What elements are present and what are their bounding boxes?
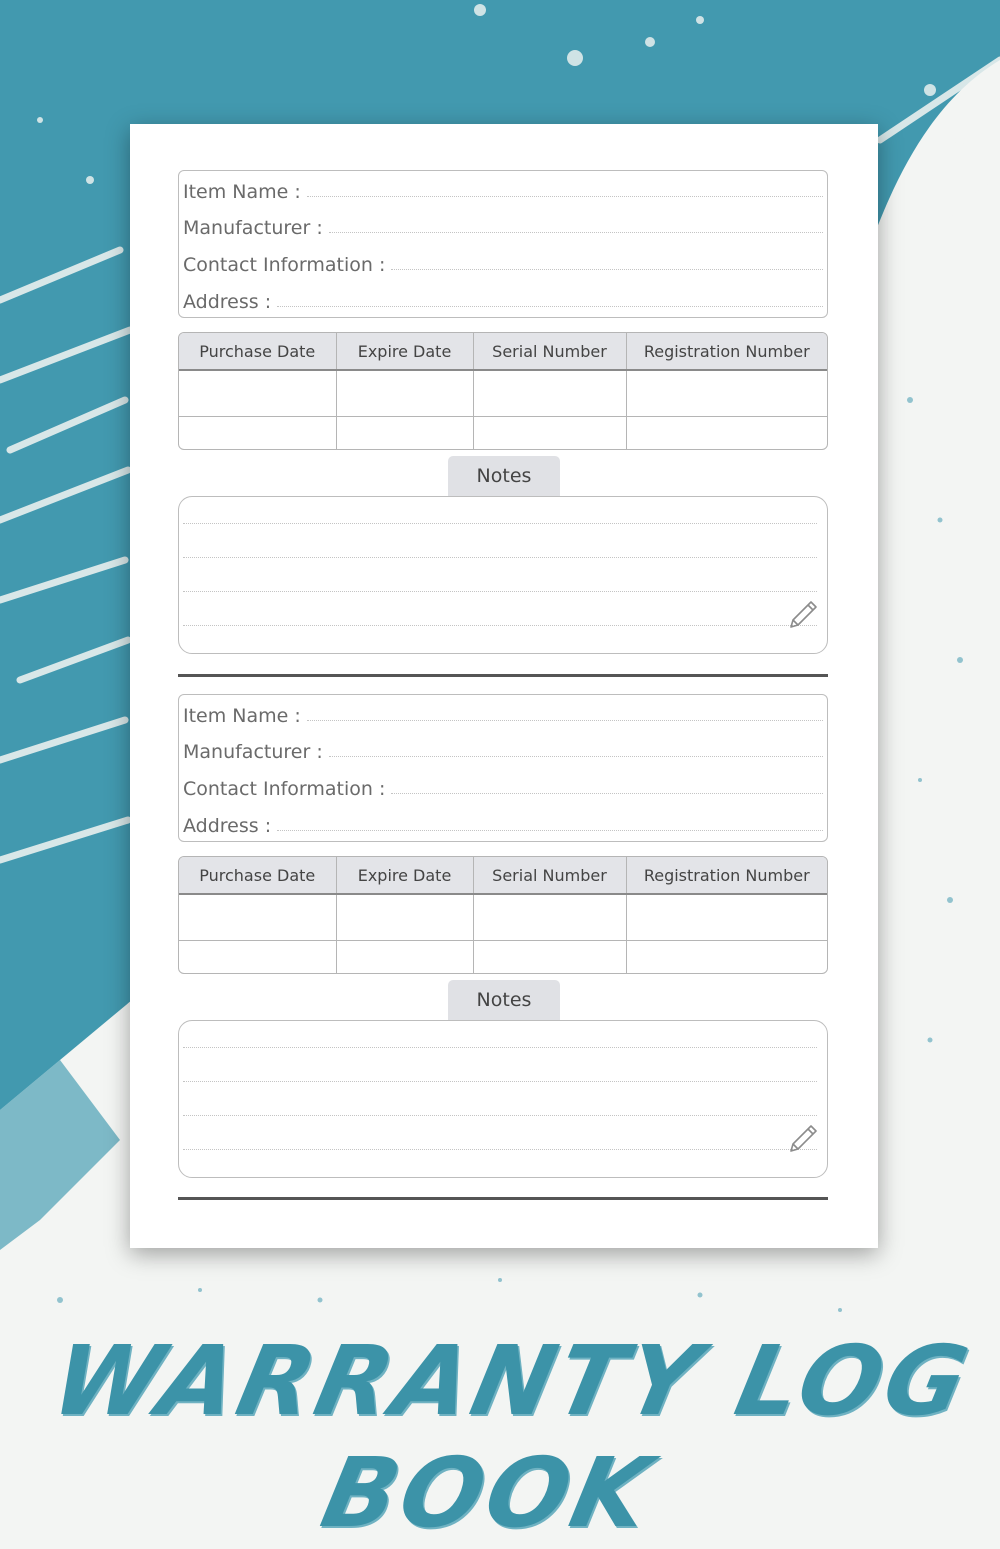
table-cell[interactable] <box>336 894 473 940</box>
address-line[interactable] <box>277 306 823 307</box>
warranty-details-table <box>178 856 828 974</box>
warranty-details-table <box>178 332 828 450</box>
table-cell[interactable] <box>179 940 336 973</box>
item-name-label: Item Name : <box>183 181 301 203</box>
address-label: Address : <box>183 815 272 837</box>
contact-information-line[interactable] <box>391 269 823 270</box>
notes-label: Notes <box>448 980 560 1020</box>
address-label: Address : <box>183 291 272 313</box>
address-row <box>183 807 823 837</box>
serial-number-header: Serial Number <box>473 857 626 894</box>
table-cell[interactable] <box>473 940 626 973</box>
manufacturer-row <box>183 733 823 763</box>
table-cell[interactable] <box>626 940 827 973</box>
cover-title: WARRANTY LOG BOOK <box>43 1325 981 1549</box>
table-row <box>179 894 827 940</box>
manufacturer-label: Manufacturer : <box>183 217 323 239</box>
table-cell[interactable] <box>336 940 473 973</box>
table-cell[interactable] <box>336 370 473 416</box>
contact-information-line[interactable] <box>391 793 823 794</box>
manufacturer-line[interactable] <box>329 756 823 757</box>
purchase-date-header: Purchase Date <box>179 857 336 894</box>
serial-number-header: Serial Number <box>473 333 626 370</box>
address-line[interactable] <box>277 830 823 831</box>
note-line <box>183 1115 817 1116</box>
table-row <box>179 370 827 416</box>
item-name-label: Item Name : <box>183 705 301 727</box>
table-cell[interactable] <box>626 416 827 449</box>
table-cell[interactable] <box>473 894 626 940</box>
table-cell[interactable] <box>336 416 473 449</box>
item-info-box <box>178 694 828 842</box>
contact-information-row <box>183 770 823 800</box>
table-cell[interactable] <box>179 894 336 940</box>
item-name-row <box>183 173 823 203</box>
note-line <box>183 1081 817 1082</box>
log-page <box>130 124 878 1248</box>
table-row <box>179 940 827 973</box>
manufacturer-row <box>183 209 823 239</box>
note-line <box>183 625 817 626</box>
note-line <box>183 1047 817 1048</box>
manufacturer-label: Manufacturer : <box>183 741 323 763</box>
pencil-icon <box>785 597 821 633</box>
table-cell[interactable] <box>626 894 827 940</box>
note-line <box>183 1149 817 1150</box>
entry-divider <box>178 674 828 677</box>
note-line <box>183 557 817 558</box>
note-line <box>183 523 817 524</box>
pencil-icon <box>785 1121 821 1157</box>
table-cell[interactable] <box>179 416 336 449</box>
address-row <box>183 283 823 313</box>
contact-information-label: Contact Information : <box>183 778 386 800</box>
table-cell[interactable] <box>473 370 626 416</box>
item-name-row <box>183 697 823 727</box>
item-info-box <box>178 170 828 318</box>
note-line <box>183 591 817 592</box>
registration-number-header: Registration Number <box>626 857 827 894</box>
contact-information-row <box>183 246 823 276</box>
table-cell[interactable] <box>473 416 626 449</box>
item-name-line[interactable] <box>307 196 823 197</box>
item-name-line[interactable] <box>307 720 823 721</box>
manufacturer-line[interactable] <box>329 232 823 233</box>
notes-box[interactable] <box>178 496 828 654</box>
table-cell[interactable] <box>179 370 336 416</box>
entry-divider <box>178 1197 828 1200</box>
expire-date-header: Expire Date <box>336 857 473 894</box>
registration-number-header: Registration Number <box>626 333 827 370</box>
table-row <box>179 416 827 449</box>
table-cell[interactable] <box>626 370 827 416</box>
contact-information-label: Contact Information : <box>183 254 386 276</box>
expire-date-header: Expire Date <box>336 333 473 370</box>
notes-box[interactable] <box>178 1020 828 1178</box>
notes-label: Notes <box>448 456 560 496</box>
purchase-date-header: Purchase Date <box>179 333 336 370</box>
